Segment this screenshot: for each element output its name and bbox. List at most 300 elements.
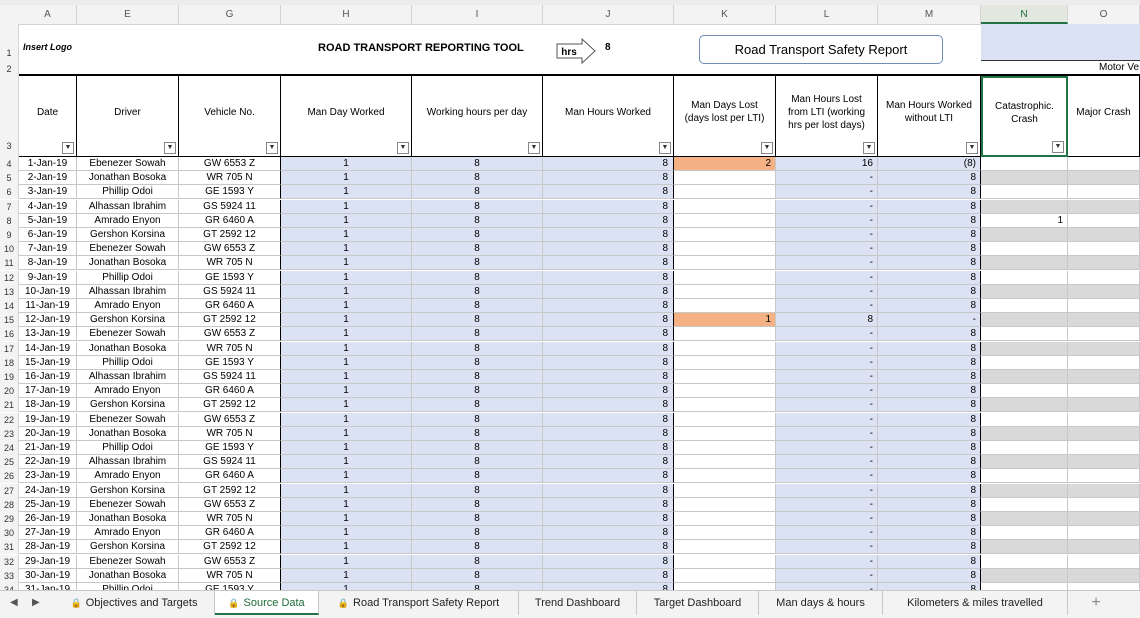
cell-m[interactable]: 8 [878, 484, 981, 498]
cell-k[interactable] [674, 228, 776, 242]
col-header-h[interactable]: H [281, 5, 412, 24]
cell-o[interactable] [1068, 555, 1140, 569]
cell-i[interactable]: 8 [412, 157, 543, 171]
col-header-g[interactable]: G [179, 5, 281, 24]
cell-n[interactable] [981, 200, 1068, 214]
cell-o[interactable] [1068, 200, 1140, 214]
filter-dropdown-icon[interactable]: ▼ [62, 142, 74, 154]
cell-k[interactable]: 1 [674, 313, 776, 327]
row-number[interactable]: 5 [0, 171, 19, 185]
cell-driver[interactable]: Amrado Enyon [77, 214, 179, 228]
cell-m[interactable]: 8 [878, 441, 981, 455]
cell-j[interactable]: 8 [543, 427, 674, 441]
cell-o[interactable] [1068, 242, 1140, 256]
cell-vehicle[interactable]: GW 6553 Z [179, 413, 281, 427]
cell-n[interactable] [981, 413, 1068, 427]
cell-m[interactable]: 8 [878, 327, 981, 341]
cell-i[interactable]: 8 [412, 285, 543, 299]
cell-h[interactable]: 1 [281, 271, 412, 285]
cell-driver[interactable]: Jonathan Bosoka [77, 512, 179, 526]
row-number[interactable]: 1 [0, 24, 19, 62]
cell-h[interactable]: 1 [281, 484, 412, 498]
cell-o[interactable] [1068, 484, 1140, 498]
cell-n[interactable] [981, 526, 1068, 540]
cell-h[interactable]: 1 [281, 157, 412, 171]
cell-n[interactable] [981, 427, 1068, 441]
cell-k[interactable] [674, 214, 776, 228]
cell-date[interactable]: 23-Jan-19 [19, 469, 77, 483]
cell-n[interactable] [981, 313, 1068, 327]
cell-i[interactable]: 8 [412, 469, 543, 483]
cell-vehicle[interactable]: GT 2592 12 [179, 313, 281, 327]
cell-driver[interactable]: Gershon Korsina [77, 540, 179, 554]
cell-n[interactable] [981, 299, 1068, 313]
cell-j[interactable]: 8 [543, 327, 674, 341]
cell-vehicle[interactable]: GE 1593 Y [179, 356, 281, 370]
cell-vehicle[interactable]: WR 705 N [179, 427, 281, 441]
cell-vehicle[interactable]: GE 1593 Y [179, 271, 281, 285]
cell-driver[interactable]: Jonathan Bosoka [77, 256, 179, 270]
sheet-tab[interactable] [215, 591, 319, 615]
cell-k[interactable] [674, 427, 776, 441]
cell-i[interactable]: 8 [412, 370, 543, 384]
cell-h[interactable]: 1 [281, 285, 412, 299]
row-number[interactable]: 6 [0, 185, 19, 199]
cell-k[interactable] [674, 285, 776, 299]
cell-i[interactable]: 8 [412, 441, 543, 455]
cell-o[interactable] [1068, 498, 1140, 512]
cell-i[interactable]: 8 [412, 455, 543, 469]
cell-l[interactable]: - [776, 228, 878, 242]
cell-vehicle[interactable]: GE 1593 Y [179, 441, 281, 455]
cell-date[interactable]: 6-Jan-19 [19, 228, 77, 242]
cell-date[interactable]: 21-Jan-19 [19, 441, 77, 455]
cell-h[interactable]: 1 [281, 384, 412, 398]
cell-vehicle[interactable]: GW 6553 Z [179, 498, 281, 512]
cell-date[interactable]: 14-Jan-19 [19, 342, 77, 356]
cell-k[interactable] [674, 413, 776, 427]
cell-l[interactable]: - [776, 342, 878, 356]
cell-vehicle[interactable]: GS 5924 11 [179, 285, 281, 299]
cell-driver[interactable]: Phillip Odoi [77, 185, 179, 199]
cell-j[interactable]: 8 [543, 157, 674, 171]
cell-k[interactable] [674, 171, 776, 185]
cell-m[interactable]: 8 [878, 555, 981, 569]
cell-driver[interactable]: Amrado Enyon [77, 526, 179, 540]
cell-h[interactable]: 1 [281, 526, 412, 540]
row-number[interactable]: 11 [0, 256, 19, 270]
cell-vehicle[interactable]: GT 2592 12 [179, 398, 281, 412]
cell-i[interactable]: 8 [412, 171, 543, 185]
cell-m[interactable]: 8 [878, 526, 981, 540]
cell-o[interactable] [1068, 228, 1140, 242]
cell-j[interactable]: 8 [543, 299, 674, 313]
cell-date[interactable]: 5-Jan-19 [19, 214, 77, 228]
cell-vehicle[interactable]: GT 2592 12 [179, 540, 281, 554]
row-number[interactable]: 24 [0, 441, 19, 455]
cell-date[interactable]: 8-Jan-19 [19, 256, 77, 270]
cell-vehicle[interactable]: GR 6460 A [179, 299, 281, 313]
filter-dropdown-icon[interactable]: ▼ [397, 142, 409, 154]
cell-j[interactable]: 8 [543, 356, 674, 370]
cell-n[interactable] [981, 356, 1068, 370]
cell-vehicle[interactable]: GS 5924 11 [179, 200, 281, 214]
cell-n[interactable] [981, 370, 1068, 384]
cell-h[interactable]: 1 [281, 469, 412, 483]
cell-vehicle[interactable]: GT 2592 12 [179, 484, 281, 498]
cell-i[interactable]: 8 [412, 356, 543, 370]
sheet-tab[interactable] [519, 591, 637, 615]
cell-date[interactable]: 10-Jan-19 [19, 285, 77, 299]
cell-n[interactable] [981, 484, 1068, 498]
sheet-tab[interactable] [54, 591, 215, 615]
cell-o[interactable] [1068, 342, 1140, 356]
cell-h[interactable]: 1 [281, 540, 412, 554]
cell-driver[interactable]: Ebenezer Sowah [77, 413, 179, 427]
cell-i[interactable]: 8 [412, 271, 543, 285]
cell-i[interactable]: 8 [412, 498, 543, 512]
row-number[interactable]: 31 [0, 540, 19, 554]
cell-vehicle[interactable]: GS 5924 11 [179, 455, 281, 469]
cell-driver[interactable]: Ebenezer Sowah [77, 498, 179, 512]
row-number[interactable]: 23 [0, 427, 19, 441]
cell-m[interactable]: 8 [878, 214, 981, 228]
row-number[interactable]: 13 [0, 285, 19, 299]
cell-o[interactable] [1068, 327, 1140, 341]
cell-driver[interactable]: Gershon Korsina [77, 228, 179, 242]
cell-k[interactable] [674, 398, 776, 412]
cell-l[interactable]: - [776, 540, 878, 554]
row-number[interactable]: 10 [0, 242, 19, 256]
cell-k[interactable] [674, 370, 776, 384]
cell-date[interactable]: 7-Jan-19 [19, 242, 77, 256]
cell-driver[interactable]: Amrado Enyon [77, 299, 179, 313]
cell-date[interactable]: 9-Jan-19 [19, 271, 77, 285]
cell-m[interactable]: 8 [878, 569, 981, 583]
cell-n[interactable] [981, 327, 1068, 341]
cell-k[interactable] [674, 271, 776, 285]
cell-i[interactable]: 8 [412, 200, 543, 214]
cell-driver[interactable]: Jonathan Bosoka [77, 427, 179, 441]
cell-n[interactable] [981, 540, 1068, 554]
cell-driver[interactable]: Jonathan Bosoka [77, 342, 179, 356]
cell-j[interactable]: 8 [543, 228, 674, 242]
cell-k[interactable] [674, 356, 776, 370]
cell-m[interactable]: 8 [878, 342, 981, 356]
cell-h[interactable]: 1 [281, 413, 412, 427]
add-sheet-icon[interactable]: + [1091, 594, 1101, 611]
cell-m[interactable]: 8 [878, 512, 981, 526]
cell-i[interactable]: 8 [412, 540, 543, 554]
cell-l[interactable]: 8 [776, 313, 878, 327]
cell-n[interactable] [981, 157, 1068, 171]
cell-vehicle[interactable]: GR 6460 A [179, 526, 281, 540]
cell-i[interactable]: 8 [412, 242, 543, 256]
cell-o[interactable] [1068, 427, 1140, 441]
cell-k[interactable] [674, 484, 776, 498]
row-number[interactable]: 33 [0, 569, 19, 583]
cell-m[interactable]: 8 [878, 256, 981, 270]
cell-date[interactable]: 18-Jan-19 [19, 398, 77, 412]
row-number[interactable]: 2 [0, 62, 19, 76]
cell-date[interactable]: 27-Jan-19 [19, 526, 77, 540]
cell-date[interactable]: 2-Jan-19 [19, 171, 77, 185]
cell-m[interactable]: 8 [878, 171, 981, 185]
cell-i[interactable]: 8 [412, 214, 543, 228]
cell-i[interactable]: 8 [412, 327, 543, 341]
cell-k[interactable] [674, 256, 776, 270]
cell-h[interactable]: 1 [281, 512, 412, 526]
cell-l[interactable]: - [776, 200, 878, 214]
cell-o[interactable] [1068, 271, 1140, 285]
cell-i[interactable]: 8 [412, 398, 543, 412]
cell-vehicle[interactable]: WR 705 N [179, 342, 281, 356]
cell-k[interactable] [674, 185, 776, 199]
row-number[interactable]: 21 [0, 398, 19, 412]
cell-k[interactable] [674, 242, 776, 256]
cell-h[interactable]: 1 [281, 370, 412, 384]
cell-vehicle[interactable]: GR 6460 A [179, 469, 281, 483]
cell-i[interactable]: 8 [412, 526, 543, 540]
cell-j[interactable]: 8 [543, 256, 674, 270]
cell-driver[interactable]: Amrado Enyon [77, 384, 179, 398]
cell-n[interactable]: 1 [981, 214, 1068, 228]
cell-driver[interactable]: Gershon Korsina [77, 484, 179, 498]
row-number[interactable]: 14 [0, 299, 19, 313]
cell-m[interactable]: 8 [878, 427, 981, 441]
cell-o[interactable] [1068, 171, 1140, 185]
cell-n[interactable] [981, 242, 1068, 256]
cell-l[interactable]: - [776, 569, 878, 583]
cell-h[interactable]: 1 [281, 256, 412, 270]
cell-m[interactable]: 8 [878, 498, 981, 512]
cell-l[interactable]: - [776, 441, 878, 455]
cell-i[interactable]: 8 [412, 299, 543, 313]
cell-driver[interactable]: Alhassan Ibrahim [77, 455, 179, 469]
cell-n[interactable] [981, 342, 1068, 356]
cell-n[interactable] [981, 185, 1068, 199]
cell-date[interactable]: 3-Jan-19 [19, 185, 77, 199]
cell-m[interactable]: 8 [878, 455, 981, 469]
cell-o[interactable] [1068, 512, 1140, 526]
row-number[interactable]: 29 [0, 512, 19, 526]
cell-h[interactable]: 1 [281, 313, 412, 327]
cell-vehicle[interactable]: GW 6553 Z [179, 157, 281, 171]
cell-vehicle[interactable]: WR 705 N [179, 569, 281, 583]
cell-h[interactable]: 1 [281, 200, 412, 214]
cell-vehicle[interactable]: GE 1593 Y [179, 185, 281, 199]
cell-l[interactable]: - [776, 242, 878, 256]
cell-k[interactable] [674, 555, 776, 569]
cell-o[interactable] [1068, 455, 1140, 469]
cell-l[interactable]: - [776, 469, 878, 483]
cell-o[interactable] [1068, 469, 1140, 483]
cell-j[interactable]: 8 [543, 512, 674, 526]
cell-date[interactable]: 26-Jan-19 [19, 512, 77, 526]
row-number[interactable]: 9 [0, 228, 19, 242]
cell-j[interactable]: 8 [543, 200, 674, 214]
next-sheet-icon[interactable]: ▶ [32, 597, 40, 608]
cell-k[interactable] [674, 299, 776, 313]
row-number[interactable]: 15 [0, 313, 19, 327]
col-header-m[interactable]: M [878, 5, 981, 24]
cell-k[interactable] [674, 569, 776, 583]
cell-i[interactable]: 8 [412, 313, 543, 327]
cell-o[interactable] [1068, 299, 1140, 313]
cell-h[interactable]: 1 [281, 242, 412, 256]
row-number[interactable]: 22 [0, 413, 19, 427]
cell-i[interactable]: 8 [412, 512, 543, 526]
cell-driver[interactable]: Alhassan Ibrahim [77, 370, 179, 384]
cell-m[interactable]: 8 [878, 540, 981, 554]
cell-o[interactable] [1068, 157, 1140, 171]
cell-h[interactable]: 1 [281, 441, 412, 455]
cell-n[interactable] [981, 171, 1068, 185]
cell-date[interactable]: 25-Jan-19 [19, 498, 77, 512]
cell-j[interactable]: 8 [543, 185, 674, 199]
cell-o[interactable] [1068, 526, 1140, 540]
cell-i[interactable]: 8 [412, 484, 543, 498]
cell-o[interactable] [1068, 384, 1140, 398]
cell-j[interactable]: 8 [543, 526, 674, 540]
cell-i[interactable]: 8 [412, 384, 543, 398]
cell-k[interactable] [674, 455, 776, 469]
cell-n[interactable] [981, 455, 1068, 469]
cell-l[interactable]: - [776, 299, 878, 313]
cell-n[interactable] [981, 271, 1068, 285]
cell-h[interactable]: 1 [281, 455, 412, 469]
cell-vehicle[interactable]: WR 705 N [179, 256, 281, 270]
cell-j[interactable]: 8 [543, 398, 674, 412]
cell-l[interactable]: - [776, 214, 878, 228]
cell-i[interactable]: 8 [412, 256, 543, 270]
cell-o[interactable] [1068, 285, 1140, 299]
col-header-o[interactable]: O [1068, 5, 1140, 24]
cell-j[interactable]: 8 [543, 498, 674, 512]
cell-i[interactable]: 8 [412, 427, 543, 441]
cell-n[interactable] [981, 498, 1068, 512]
cell-date[interactable]: 24-Jan-19 [19, 484, 77, 498]
cell-j[interactable]: 8 [543, 555, 674, 569]
cell-driver[interactable]: Phillip Odoi [77, 271, 179, 285]
cell-driver[interactable]: Phillip Odoi [77, 441, 179, 455]
cell-h[interactable]: 1 [281, 327, 412, 341]
cell-driver[interactable]: Alhassan Ibrahim [77, 285, 179, 299]
cell-n[interactable] [981, 228, 1068, 242]
filter-dropdown-icon[interactable]: ▼ [659, 142, 671, 154]
cell-m[interactable]: 8 [878, 370, 981, 384]
sheet-tab[interactable] [637, 591, 759, 615]
cell-k[interactable] [674, 327, 776, 341]
cell-n[interactable] [981, 441, 1068, 455]
cell-k[interactable] [674, 540, 776, 554]
cell-date[interactable]: 1-Jan-19 [19, 157, 77, 171]
col-header-l[interactable]: L [776, 5, 878, 24]
cell-driver[interactable]: Ebenezer Sowah [77, 157, 179, 171]
cell-i[interactable]: 8 [412, 342, 543, 356]
filter-dropdown-icon[interactable]: ▼ [266, 142, 278, 154]
cell-l[interactable]: 16 [776, 157, 878, 171]
cell-o[interactable] [1068, 540, 1140, 554]
cell-k[interactable] [674, 200, 776, 214]
cell-o[interactable] [1068, 569, 1140, 583]
cell-j[interactable]: 8 [543, 214, 674, 228]
cell-driver[interactable]: Gershon Korsina [77, 398, 179, 412]
cell-o[interactable] [1068, 413, 1140, 427]
cell-j[interactable]: 8 [543, 413, 674, 427]
cell-o[interactable] [1068, 256, 1140, 270]
cell-n[interactable] [981, 398, 1068, 412]
cell-h[interactable]: 1 [281, 427, 412, 441]
cell-m[interactable]: 8 [878, 200, 981, 214]
filter-dropdown-icon[interactable]: ▼ [966, 142, 978, 154]
row-number[interactable]: 20 [0, 384, 19, 398]
cell-j[interactable]: 8 [543, 441, 674, 455]
cell-m[interactable]: 8 [878, 384, 981, 398]
cell-n[interactable] [981, 384, 1068, 398]
cell-date[interactable]: 28-Jan-19 [19, 540, 77, 554]
cell-m[interactable]: 8 [878, 299, 981, 313]
cell-k[interactable] [674, 469, 776, 483]
cell-j[interactable]: 8 [543, 569, 674, 583]
row-number[interactable]: 30 [0, 526, 19, 540]
cell-m[interactable]: (8) [878, 157, 981, 171]
cell-date[interactable]: 11-Jan-19 [19, 299, 77, 313]
cell-i[interactable]: 8 [412, 569, 543, 583]
cell-o[interactable] [1068, 398, 1140, 412]
cell-h[interactable]: 1 [281, 185, 412, 199]
cell-i[interactable]: 8 [412, 185, 543, 199]
cell-i[interactable]: 8 [412, 555, 543, 569]
cell-h[interactable]: 1 [281, 398, 412, 412]
cell-driver[interactable]: Alhassan Ibrahim [77, 200, 179, 214]
cell-k[interactable] [674, 512, 776, 526]
row-number[interactable]: 16 [0, 327, 19, 341]
cell-l[interactable]: - [776, 171, 878, 185]
cell-driver[interactable]: Amrado Enyon [77, 469, 179, 483]
cell-vehicle[interactable]: GW 6553 Z [179, 555, 281, 569]
cell-j[interactable]: 8 [543, 370, 674, 384]
cell-m[interactable]: 8 [878, 356, 981, 370]
cell-o[interactable] [1068, 441, 1140, 455]
cell-j[interactable]: 8 [543, 313, 674, 327]
cell-driver[interactable]: Phillip Odoi [77, 356, 179, 370]
sheet-tab[interactable] [319, 591, 519, 615]
row-number[interactable]: 27 [0, 484, 19, 498]
cell-n[interactable] [981, 285, 1068, 299]
cell-k[interactable] [674, 526, 776, 540]
cell-date[interactable]: 22-Jan-19 [19, 455, 77, 469]
cell-l[interactable]: - [776, 271, 878, 285]
cell-j[interactable]: 8 [543, 242, 674, 256]
cell-l[interactable]: - [776, 370, 878, 384]
cell-l[interactable]: - [776, 384, 878, 398]
cell-n[interactable] [981, 256, 1068, 270]
cell-l[interactable]: - [776, 484, 878, 498]
cell-k[interactable] [674, 498, 776, 512]
row-number[interactable]: 18 [0, 356, 19, 370]
cell-driver[interactable]: Jonathan Bosoka [77, 171, 179, 185]
cell-m[interactable]: 8 [878, 398, 981, 412]
cell-n[interactable] [981, 555, 1068, 569]
row-number[interactable]: 25 [0, 455, 19, 469]
cell-l[interactable]: - [776, 398, 878, 412]
row-number[interactable]: 32 [0, 555, 19, 569]
col-header-j[interactable]: J [543, 5, 674, 24]
row-number[interactable]: 3 [0, 76, 19, 157]
cell-n[interactable] [981, 512, 1068, 526]
cell-vehicle[interactable]: WR 705 N [179, 171, 281, 185]
